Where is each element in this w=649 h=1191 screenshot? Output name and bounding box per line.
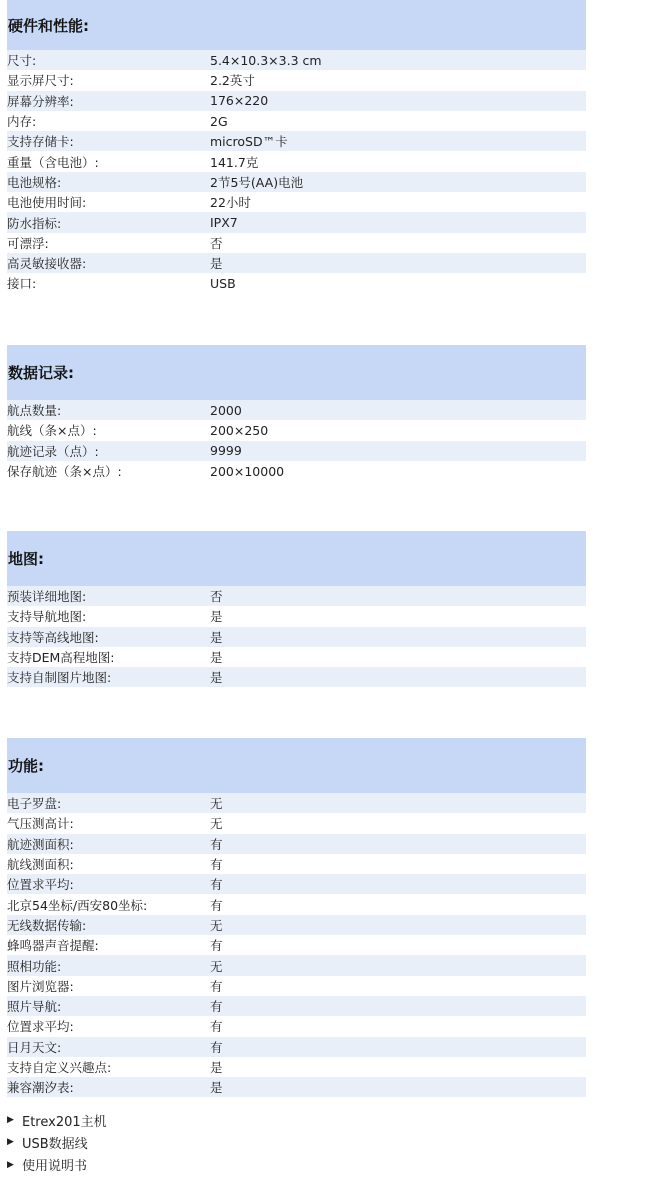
spec-value: microSD™卡 xyxy=(210,134,288,150)
spec-label: 航线测面积: xyxy=(7,857,74,873)
spec-row xyxy=(7,894,586,914)
spec-value: 有 xyxy=(210,857,223,873)
spec-row xyxy=(7,400,586,420)
spec-label: 日月天文: xyxy=(7,1039,62,1055)
bullet-icon: ▶ xyxy=(7,1115,14,1126)
spec-label: 电池规格: xyxy=(7,174,62,190)
spec-value: 有 xyxy=(210,938,223,954)
spec-row xyxy=(7,793,586,813)
spec-row xyxy=(7,420,586,440)
spec-row xyxy=(7,111,586,131)
spec-label: 气压测高计: xyxy=(7,816,74,832)
spec-value: 是 xyxy=(210,1060,223,1075)
spec-value: 无 xyxy=(210,958,223,974)
spec-row xyxy=(7,935,586,955)
spec-row xyxy=(7,996,586,1016)
spec-row xyxy=(7,172,586,192)
spec-row xyxy=(7,253,586,273)
spec-label: 照片导航: xyxy=(7,999,62,1015)
spec-label: 屏幕分辨率: xyxy=(7,93,74,109)
spec-value: 2节5号(AA)电池 xyxy=(210,174,304,190)
spec-label: 航点数量: xyxy=(7,403,62,419)
spec-value: 有 xyxy=(210,1019,223,1035)
spec-label: 保存航迹（条×点）: xyxy=(7,464,122,480)
spec-value: 有 xyxy=(210,999,223,1015)
list-item xyxy=(7,1131,107,1153)
spec-label: 支持导航地图: xyxy=(7,609,87,625)
spec-row xyxy=(7,955,586,975)
section-title: 数据记录: xyxy=(7,345,586,400)
spec-row xyxy=(7,813,586,833)
spec-row xyxy=(7,1057,586,1077)
spec-value: 9999 xyxy=(210,443,242,459)
spec-value: 无 xyxy=(210,816,223,832)
spec-value: 是 xyxy=(210,609,223,625)
section-title: 功能: xyxy=(7,738,586,793)
spec-value: 5.4×10.3×3.3 cm xyxy=(210,52,322,68)
spec-value: 2000 xyxy=(210,402,242,418)
spec-value: 无 xyxy=(210,796,223,812)
spec-row xyxy=(7,461,586,481)
spec-row xyxy=(7,874,586,894)
list-item xyxy=(7,1109,107,1131)
spec-row xyxy=(7,1077,586,1097)
spec-label: 照相功能: xyxy=(7,958,62,974)
spec-row xyxy=(7,627,586,647)
spec-label: 支持等高线地图: xyxy=(7,629,99,645)
spec-label: 支持自定义兴趣点: xyxy=(7,1060,112,1075)
spec-value: IPX7 xyxy=(210,215,238,231)
spec-row xyxy=(7,667,586,687)
spec-value: 有 xyxy=(210,1039,223,1055)
spec-value: 200×250 xyxy=(210,422,269,438)
section-title: 硬件和性能: xyxy=(7,0,586,50)
spec-label: 航线（条×点）: xyxy=(7,423,97,439)
spec-label: 蜂鸣器声音提醒: xyxy=(7,938,99,954)
spec-label: 预装详细地图: xyxy=(7,589,87,605)
list-item-label: USB数据线 xyxy=(22,1136,88,1152)
spec-value: 是 xyxy=(210,629,223,645)
package-list xyxy=(7,1109,107,1176)
section-maps xyxy=(7,531,586,687)
spec-value: 否 xyxy=(210,235,223,251)
spec-row xyxy=(7,441,586,461)
spec-value: 有 xyxy=(210,897,223,913)
spec-label: 图片浏览器: xyxy=(7,978,74,994)
spec-label: 尺寸: xyxy=(7,53,37,69)
section-hardware xyxy=(7,0,586,294)
spec-value: 176×220 xyxy=(210,93,269,109)
spec-row xyxy=(7,834,586,854)
list-item-label: 使用说明书 xyxy=(22,1159,88,1175)
section-title: 地图: xyxy=(7,531,586,586)
spec-row xyxy=(7,976,586,996)
spec-row xyxy=(7,212,586,232)
bullet-icon: ▶ xyxy=(7,1137,14,1148)
list-item-label: Etrex201主机 xyxy=(22,1114,107,1130)
spec-value: 是 xyxy=(210,256,223,272)
spec-label: 电池使用时间: xyxy=(7,195,87,211)
spec-value: 2.2英寸 xyxy=(210,73,255,89)
spec-row xyxy=(7,854,586,874)
spec-label: 位置求平均: xyxy=(7,877,74,893)
spec-label: 航迹测面积: xyxy=(7,836,74,852)
spec-label: 可漂浮: xyxy=(7,235,49,251)
spec-value: 141.7克 xyxy=(210,154,259,170)
spec-label: 兼容潮汐表: xyxy=(7,1080,74,1096)
spec-row xyxy=(7,647,586,667)
spec-label: 北京54坐标/西安80坐标: xyxy=(7,897,148,913)
spec-label: 位置求平均: xyxy=(7,1019,74,1035)
spec-value: 是 xyxy=(210,650,223,666)
spec-label: 内存: xyxy=(7,114,37,130)
spec-value: 22小时 xyxy=(210,195,251,211)
bullet-icon: ▶ xyxy=(7,1159,14,1170)
spec-label: 无线数据传输: xyxy=(7,917,87,933)
spec-label: 电子罗盘: xyxy=(7,796,62,812)
spec-value: 有 xyxy=(210,978,223,994)
spec-row xyxy=(7,131,586,151)
spec-row xyxy=(7,91,586,111)
spec-label: 支持自制图片地图: xyxy=(7,670,112,686)
spec-value: 是 xyxy=(210,1080,223,1096)
spec-value: 有 xyxy=(210,877,223,893)
list-item xyxy=(7,1154,107,1176)
spec-row xyxy=(7,586,586,606)
spec-row xyxy=(7,606,586,626)
spec-label: 支持存储卡: xyxy=(7,134,74,150)
spec-label: 高灵敏接收器: xyxy=(7,256,87,272)
section-features xyxy=(7,738,586,1097)
spec-value: 200×10000 xyxy=(210,463,285,479)
spec-label: 重量（含电池）: xyxy=(7,154,99,170)
spec-row xyxy=(7,1016,586,1036)
spec-row xyxy=(7,915,586,935)
spec-label: 接口: xyxy=(7,276,37,292)
spec-row xyxy=(7,192,586,212)
section-data-logging xyxy=(7,345,586,481)
spec-value: USB xyxy=(210,275,236,291)
spec-label: 支持DEM高程地图: xyxy=(7,650,115,666)
spec-row xyxy=(7,1037,586,1057)
spec-value: 有 xyxy=(210,836,223,852)
spec-label: 防水指标: xyxy=(7,215,62,231)
spec-row xyxy=(7,273,586,293)
spec-label: 航迹记录（点）: xyxy=(7,443,99,459)
spec-value: 否 xyxy=(210,589,223,605)
spec-row xyxy=(7,70,586,90)
spec-value: 是 xyxy=(210,670,223,686)
spec-row xyxy=(7,50,586,70)
spec-label: 显示屏尺寸: xyxy=(7,73,74,89)
spec-row xyxy=(7,151,586,171)
spec-value: 无 xyxy=(210,917,223,933)
spec-row xyxy=(7,233,586,253)
spec-value: 2G xyxy=(210,113,228,129)
